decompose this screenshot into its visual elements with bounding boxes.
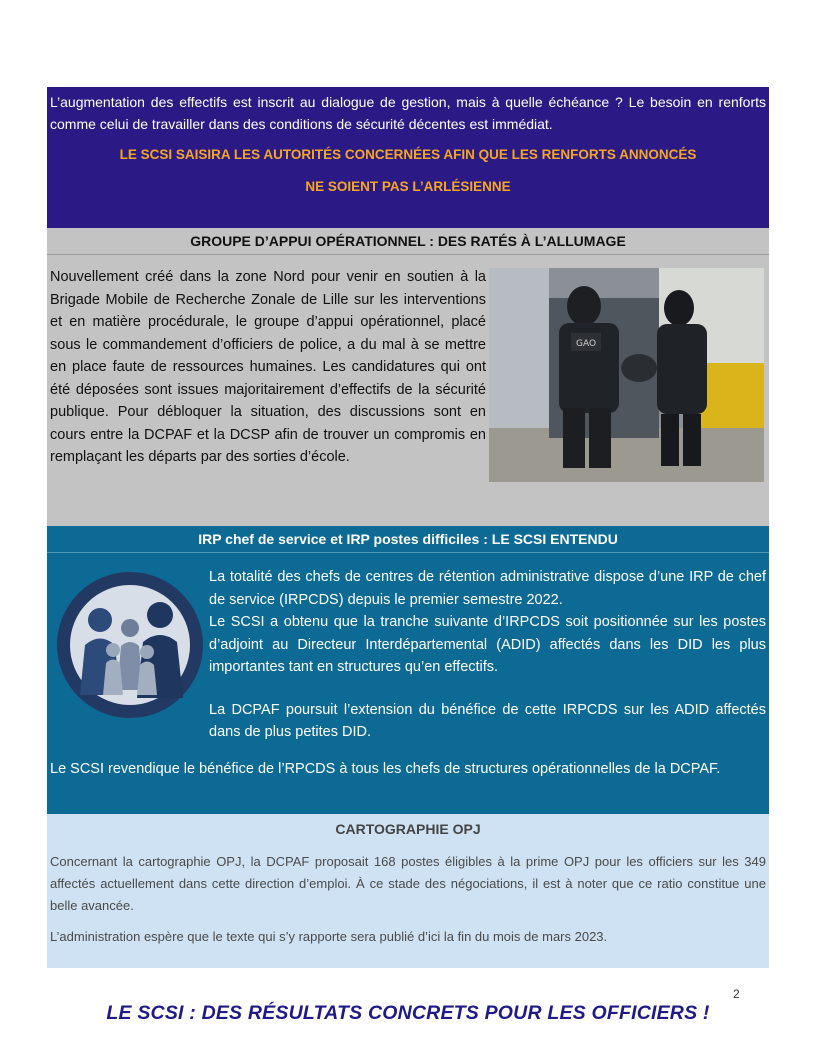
gao-officers-photo <box>489 268 764 482</box>
irp-text <box>209 566 766 744</box>
officers-photo-illustration <box>489 268 764 482</box>
team-silhouettes-illustration <box>55 570 205 720</box>
irp-section <box>47 526 769 814</box>
gao-section <box>47 228 769 526</box>
footer-slogan: LE SCSI : DES RÉSULTATS CONCRETS POUR LES OFFICIERS ! <box>106 1002 710 1024</box>
irp-paragraph-1: La totalité des chefs de centres de rétention administrative dispose d’une IRP de chef de service (IRPCDS) depuis le premier semestre 2022. <box>209 569 766 608</box>
irp-paragraph-3: La DCPAF poursuit l’extension du bénéfice de cette IRPCDS sur les ADID affectés dans de plus petites DID. <box>209 701 766 740</box>
opj-heading: CARTOGRAPHIE OPJ <box>335 821 481 837</box>
reinforcement-section <box>47 87 769 228</box>
gao-body: Nouvellement créé dans la zone Nord pour venir en soutien à la Brigade Mobile de Recherche Zonale de Lille sur les interventions et en matière procédurale, le groupe d’appui opérationnel, placé sous le commandement d’officiers de police, a du mal à se mettre en place faute de ressources humaines. Les candidatures qui ont été déposées sont issues majoritairement d’effectifs de la sécurité publique. Pour débloquer la situation, des discussions sont en cours entre la DCPAF et la DCSP afin de trouver un compromis en remplaçant les départs par des sorties d’école. <box>50 269 486 465</box>
callout-line-2: NE SOIENT PAS L’ARLÉSIENNE <box>305 179 511 194</box>
gao-heading: GROUPE D’APPUI OPÉRATIONNEL : DES RATÉS À L’ALLUMAGE <box>47 228 769 255</box>
gao-vest-label: GAO <box>576 339 597 349</box>
opj-paragraph-1: Concernant la cartographie OPJ, la DCPAF proposait 168 postes éligibles à la prime OPJ pour les officiers sur les 349 affectés actuellement dans cette direction d’emploi. À ce stade des négociations, il est à noter que ce ratio constitue une belle avancée. <box>50 854 766 913</box>
irp-claim: Le SCSI revendique le bénéfice de l’RPCDS à tous les chefs de structures opérationnelles de la DCPAF. <box>50 761 721 777</box>
reinforcement-callout <box>50 139 766 203</box>
opj-paragraph-2: L’administration espère que le texte qui s’y rapporte sera publié d’ici la fin du mois de mars 2023. <box>50 929 608 944</box>
irp-paragraph-2: Le SCSI a obtenu que la tranche suivante d’IRPCDS soit positionnée sur les postes d’adjoint au Directeur Interdépartemental (ADID) affectés dans les DID les plus importantes tant en structures qu’en effectifs. <box>209 614 766 675</box>
opj-section <box>47 814 769 968</box>
page-number: 2 <box>733 987 740 1001</box>
irp-heading: IRP chef de service et IRP postes difficiles : LE SCSI ENTENDU <box>47 526 769 553</box>
reinforcement-intro: L’augmentation des effectifs est inscrit au dialogue de gestion, mais à quelle échéance ? Le besoin en renforts comme celui de travailler dans des conditions de sécurité décentes est immédiat. <box>50 94 766 132</box>
callout-line-1: LE SCSI SAISIRA LES AUTORITÉS CONCERNÉES AFIN QUE LES RENFORTS ANNONCÉS <box>119 147 697 162</box>
